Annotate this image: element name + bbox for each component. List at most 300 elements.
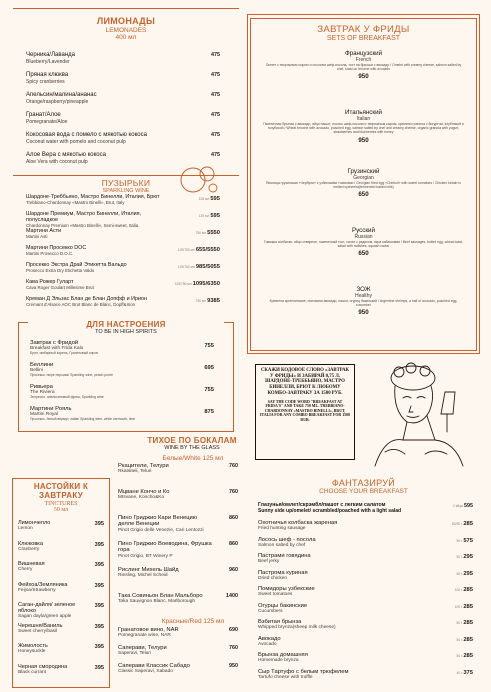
- fantasy-item-name: Авокадо: [258, 635, 281, 642]
- item-price: [457, 620, 473, 626]
- lemonade-item-name-en: Spicy cranberries: [26, 78, 65, 85]
- glass-title-en: WINE BY THE GLASS: [164, 445, 220, 451]
- promo-box: [255, 364, 355, 460]
- item-price: [457, 637, 473, 643]
- sparkling-item-name: Шардоне Премиум, Мастро Бинелли, Италия, полусладкое: [26, 211, 142, 223]
- item-volume: 40 г: [456, 670, 463, 675]
- item-price: [211, 72, 220, 78]
- item-price: [229, 567, 238, 573]
- item-price-value: 395: [94, 644, 104, 650]
- glass-white-list: [118, 463, 238, 618]
- breakfast-list: [262, 50, 465, 346]
- item-price-value: 760: [229, 463, 238, 469]
- item-price-value: 285: [463, 587, 473, 593]
- fantasy-item-name: Пастрами говядина: [258, 553, 311, 559]
- fantasy-item-name-en: Whipped brynza(sheep milk cheese): [258, 625, 336, 630]
- breakfast-set-name-en: Italian: [356, 116, 371, 122]
- fantasy-item-name: Охотничья колбаска жареная: [258, 520, 338, 526]
- item-price: [95, 603, 104, 609]
- item-price: [95, 665, 104, 671]
- item-price-value: 475: [211, 72, 220, 78]
- tincture-item-name-en: Feijoa/Strawberry: [18, 587, 56, 593]
- fantasy-item-name: Сыр Тартуфо с белым трюфелем: [258, 668, 349, 675]
- breakfast-set-description: Пшеничная брынза с авокадо, яйцо пашот, лосось шеф-посола и творожным сыром, кремини гранола с йогуртом, клубникой и голубикой / Wheat brioche with avocado, poached egg, salmon salted by chef and creamy cheese, organic granola with yogurt, strawberries and blueberries with honey: [263, 122, 464, 135]
- item-price-value: 655/5550: [195, 247, 220, 253]
- white-wine-item-name-en: Riesling, Michel Scheid: [118, 573, 168, 579]
- item-price-value: 695: [204, 365, 214, 371]
- breakfast-set: [262, 109, 465, 144]
- white-wine-item-name-en: Pinot Grigio, BT Winery P: [118, 553, 173, 559]
- tincture-item-name-en: Black currant: [18, 669, 46, 675]
- glass-section: [112, 436, 272, 451]
- breakfast-set-price: 650: [358, 250, 369, 258]
- red-wine-item: [118, 645, 238, 663]
- fantasy-item-name: Лосось шеф - посола: [258, 536, 316, 543]
- red-wine-item-name: Саперави, Телури: [118, 645, 167, 651]
- item-price: [95, 542, 104, 548]
- item-price: [229, 627, 238, 633]
- white-wine-item-name: Ркацители, Телури: [118, 463, 169, 469]
- glass-red-header: Красные/Red 125 мл: [161, 618, 225, 625]
- mood-item-name-en: Martini Royal: [30, 412, 58, 417]
- fantasy-item: [258, 669, 473, 686]
- item-price-value: 595: [210, 213, 220, 219]
- sparkling-title: ПУЗЫРЬКИ: [101, 178, 151, 188]
- sparkling-item-name-en: Martini Asti: [26, 234, 48, 239]
- sparkling-item-name: Шардоне-Треббьяно, Мастро Бинелли, Италия, Брют: [26, 194, 160, 200]
- red-wine-item-name: Саперави Классик Сабадо: [118, 663, 190, 669]
- item-price: [178, 264, 220, 270]
- mood-item-name-en: Breakfast with Frida Kalo: [30, 346, 84, 351]
- sparkling-item: [26, 211, 220, 228]
- promo-ru: СКАЖИ КОДОВОЕ СЛОВО «ЗАВТРАК У ФРИДЫ» И ЗАБИРАЙ 0,75 Л. ШАРДОНЕ-ТРЕББЬЯНО, МАСТРО БИНЕЛЛИ, БРЮТ К ЛЮБОМУ КОМБО-ЗАВТРАКУ ЗА 1500 РУБ.: [260, 368, 350, 396]
- mood-item-name-en: Bellini: [30, 368, 43, 373]
- fantasy-item-name: Взбитая брынза: [258, 619, 302, 625]
- sparkling-item: [26, 228, 220, 245]
- breakfast-set-name: Итальянский: [345, 109, 382, 116]
- white-wine-item-name: Пино Гриджио Кари Венецию делле Венеции: [118, 515, 198, 528]
- item-price: [95, 521, 104, 527]
- item-price: [211, 92, 220, 98]
- fantasy-base-price: [453, 503, 473, 509]
- mood-item-name-en: The Riviera: [30, 390, 55, 395]
- item-volume: 750 мл: [195, 231, 207, 235]
- fantasy-item: [258, 586, 473, 603]
- item-price: [95, 644, 104, 650]
- sparkling-item-name-en: Cava Roger Goulart Millesime Brut: [26, 285, 94, 290]
- item-price-value: 960: [229, 567, 238, 573]
- fantasy-list: [258, 520, 473, 686]
- fantasy-item-name-en: Fried hunting sausage: [258, 526, 306, 531]
- item-price-value: 395: [94, 582, 104, 589]
- item-volume: 50 г: [456, 538, 463, 543]
- item-price-value: 475: [211, 152, 220, 158]
- item-price-value: 375: [463, 669, 473, 676]
- lemonade-item: [26, 112, 220, 132]
- item-price-value: 395: [94, 541, 104, 548]
- breakfast-title: ЗАВТРАК У ФРИДЫ: [317, 24, 410, 35]
- lemonade-item: [26, 92, 220, 112]
- item-price: [229, 663, 238, 669]
- sparkling-item-name: Кава Рожер Гуларт: [26, 279, 74, 285]
- item-price-value: 285: [463, 653, 473, 659]
- item-price-value: 9385: [207, 298, 220, 304]
- breakfast-set-name: Русский: [352, 227, 375, 234]
- fantasy-item: [258, 553, 473, 570]
- item-volume: 125/750 мл: [177, 265, 195, 269]
- item-price: [455, 604, 473, 610]
- breakfast-set-price: 950: [358, 309, 369, 317]
- white-wine-item-name: Мцване Кончо и Ко: [118, 489, 170, 495]
- item-price: [204, 387, 214, 393]
- tincture-item-name: Вишневая: [18, 561, 45, 567]
- item-price: [229, 463, 238, 469]
- red-wine-item-name-en: Classic Saperavi, Sabado: [118, 669, 173, 674]
- sparkling-item: [26, 262, 220, 279]
- item-price: [455, 587, 473, 593]
- breakfast-set-description: Яичница грузинская «Чербули» с узбекскими томатами / Georgian fried egg «Chirbuli» with sweet tomatoes / Chicken kebab in melted cycheeha(fermented baked milk): [266, 181, 461, 190]
- tinctures-title-en: TINCTURES: [44, 501, 78, 507]
- glass-red-list: [118, 627, 238, 682]
- fantasy-item: [258, 636, 473, 653]
- breakfast-set-price: 950: [358, 73, 369, 81]
- tincture-item: [18, 664, 104, 685]
- sparkling-item-name-en: Prosecco Extra Dry Etichetta Valdo: [26, 268, 95, 273]
- fantasy-section: [252, 478, 475, 495]
- item-price: [229, 645, 238, 651]
- tincture-item-name: Фейхоа/Земляника: [18, 581, 68, 588]
- mood-item-name: Беллини: [30, 362, 54, 368]
- sparkling-item: [26, 296, 220, 313]
- tincture-item-name-en: Honeysuckle: [18, 649, 46, 654]
- breakfast-set: [262, 50, 465, 80]
- fantasy-base-volume: 2 яйца: [452, 504, 463, 508]
- item-price: [226, 593, 238, 599]
- tincture-item-name: Черная смородина: [18, 663, 68, 670]
- white-wine-item-name: Рислинг Михель Шайд: [118, 567, 179, 573]
- item-price: [229, 541, 238, 547]
- lemonade-item-name-en: Aloe Vera with coconut pulp: [26, 158, 88, 165]
- lemonade-item: [26, 72, 220, 92]
- breakfast-section: [252, 24, 475, 42]
- item-volume: 750 мл: [195, 299, 207, 303]
- glass-white-header: Белые/White 125 мл: [162, 455, 224, 462]
- white-wine-item: [118, 593, 238, 619]
- item-price-value: 985/5055: [195, 264, 220, 270]
- breakfast-set-description: Говяжьи колбаски, яйцо отварное, пшеничный тост, салат с редисом, икра кабачковая / Beef sausages, boiled egg, wheat toast, salad with radishes, squash caviar: [264, 240, 463, 249]
- sparkling-item-name: Мартини Асти: [26, 228, 62, 234]
- item-volume: 60/30 г: [451, 522, 463, 526]
- breakfast-set-description: Креветки аргентинские, половина авокадо, пашот, огурец бакинский / Argentine shrimps, a half of avocado, poached egg, cucumber: [269, 299, 458, 308]
- fantasy-base-ru: Глазунья/омлет/скрэмбл/пашот с легким салатом: [258, 502, 386, 508]
- fantasy-item-name-en: Beef jerky: [258, 559, 280, 564]
- item-price: [211, 112, 220, 118]
- item-volume: 50 г: [456, 621, 463, 625]
- tinctures-list: [18, 520, 104, 685]
- item-price: [457, 538, 473, 544]
- tincture-item-name-en: Cranberry: [18, 546, 40, 552]
- tincture-item: [18, 643, 104, 664]
- white-wine-item-name-en: Rkatsiteli, Teluri: [118, 469, 152, 475]
- item-price-value: 575: [463, 537, 473, 544]
- sparkling-item-name-en: Trebbiano-Chardonnay «Mastro Binelli», Brut, Italy: [26, 200, 125, 205]
- item-price-value: 475: [211, 52, 220, 58]
- mood-item: [30, 362, 214, 384]
- tincture-item-name: Клюковка: [18, 540, 43, 547]
- item-price-value: 285: [463, 620, 473, 626]
- breakfast-set: [262, 227, 465, 257]
- tincture-item-name-en: Cherry: [18, 567, 33, 572]
- mood-section: [20, 320, 232, 335]
- item-price: [229, 489, 238, 495]
- mood-title-en: TO BE IN HIGH SPIRITS: [95, 329, 157, 335]
- sparkling-list: [26, 194, 220, 314]
- item-price: [199, 196, 220, 202]
- item-price-value: 285: [463, 636, 473, 643]
- item-price: [204, 409, 214, 415]
- sparkling-title-en: SPARKLING WINE: [102, 188, 150, 194]
- mood-item: [30, 406, 214, 428]
- tincture-item-name-en: Sweet cherry/basil: [18, 628, 58, 634]
- fantasy-item-name-en: Salmon salted by chef: [258, 542, 306, 548]
- breakfast-set-name: Грузинский: [347, 168, 380, 175]
- sparkling-item-name-en: Chardonnay Premium «Mastro Binelli», Semi-sweet, Italia: [26, 223, 139, 228]
- fantasy-item-name-en: Avocado: [258, 641, 277, 647]
- item-price-value: 875: [204, 409, 214, 415]
- sparkling-item: [26, 194, 220, 211]
- tinctures-title: НАСТОЙКИ К ЗАВТРАКУ: [33, 482, 89, 500]
- tincture-item: [18, 582, 104, 603]
- item-volume: 50 г: [456, 654, 463, 658]
- item-description: Просекко, белый вермут, лайм/ Sparkling wine, white vermouth, lime: [30, 417, 136, 421]
- item-volume: 125 мл: [198, 214, 210, 218]
- mood-item-name: Завтрак с Фридой: [30, 340, 79, 346]
- tincture-item: [18, 623, 104, 644]
- lemonade-item-name-en: Coconut water with pomelo and coconut pulp: [26, 138, 126, 145]
- item-volume: 50 г: [456, 555, 463, 559]
- red-wine-item-name: Гранатовое вино, NAR: [118, 627, 179, 633]
- item-volume: 100 г: [454, 604, 463, 609]
- mood-title: ДЛЯ НАСТРОЕНИЯ: [86, 320, 166, 329]
- tincture-item-name: Жимолость: [18, 643, 48, 649]
- sparkling-item-name: Креман Д Эльзас Блан де Блан Допфф и Ирион: [26, 296, 147, 302]
- breakfast-set-name: Французский: [344, 50, 383, 57]
- item-volume: 50 г: [456, 571, 463, 576]
- item-price-value: 860: [229, 515, 238, 521]
- fantasy-item-name: Помидоры узбекские: [258, 586, 315, 592]
- breakfast-set: [262, 286, 465, 316]
- fantasy-title: ФАНТАЗИРУЙ: [331, 478, 396, 488]
- fantasy-item-name-en: Tartufo cheese with truffle: [258, 674, 313, 680]
- lemonade-item: [26, 52, 220, 72]
- item-description: Брют, имбирный корень, Гранатовый сироп: [30, 351, 99, 355]
- item-price-value: 690: [229, 627, 238, 633]
- item-price: [199, 213, 220, 219]
- item-volume: 100 г: [454, 588, 463, 592]
- tincture-item-name-en: Sagan dayla/green apple: [18, 614, 72, 619]
- sparkling-item-name-en: Cremant d'Alsace AOC Brut Blanc de Blanc, Dopff&Irion: [26, 302, 136, 307]
- white-wine-item: [118, 489, 238, 515]
- sparkling-item-name-en: Martini Prosecco D.O.C.: [26, 251, 74, 256]
- item-price-value: 475: [211, 132, 220, 138]
- tincture-item: [18, 561, 104, 582]
- item-price-value: 760: [229, 489, 238, 495]
- fantasy-base: [258, 502, 473, 520]
- item-price-value: 475: [211, 92, 220, 98]
- item-price-value: 5550: [207, 230, 220, 236]
- fantasy-item-name: Пастрома куриная: [258, 569, 308, 576]
- tincture-item: [18, 541, 104, 562]
- tincture-item-name: Саган-дайля/ зеленое яблоко: [18, 602, 76, 614]
- breakfast-set-name-en: Georgian: [353, 175, 374, 181]
- lemonade-item-name: Гранат/Алое: [26, 112, 61, 118]
- item-volume: 125 мл: [198, 197, 210, 201]
- fantasy-item-name-en: Dried chicken: [258, 575, 288, 581]
- white-wine-item: [118, 515, 238, 541]
- item-price-value: 295: [463, 554, 473, 560]
- mood-item: [30, 384, 214, 406]
- fantasy-item-name-en: Sweet tomatoes: [258, 592, 293, 597]
- item-price: [211, 132, 220, 138]
- lemonade-item-name: Кокосовая вода с помело с мякотью кокоса: [26, 132, 147, 138]
- item-price-value: 755: [204, 387, 214, 393]
- lemonade-item-name-en: Pomegranate/Aloe: [26, 118, 68, 125]
- item-price: [211, 52, 220, 58]
- item-price-value: 395: [94, 664, 104, 671]
- fantasy-item-name-en: Homemade brynza: [258, 658, 299, 663]
- lemonade-item-name: Пряная клюква: [26, 72, 69, 78]
- item-price: [452, 521, 473, 527]
- glass-title: ТИХОЕ ПО БОКАЛАМ: [147, 436, 237, 445]
- fantasy-item: [258, 652, 473, 669]
- white-wine-item: [118, 541, 238, 567]
- sparkling-item-name: Мартини Просекко DOC: [26, 245, 87, 251]
- fantasy-item: [258, 619, 473, 636]
- item-price-value: 395: [94, 562, 104, 568]
- sparkling-item-name: Просекко Экстра Драй Этикетта Вальдо: [26, 262, 127, 268]
- item-price: [95, 583, 104, 589]
- item-price: [457, 653, 473, 659]
- fantasy-item-name-en: Cucumbers: [258, 608, 283, 614]
- sparkling-item: [26, 245, 220, 262]
- lemonade-item-name-en: Blueberry/Lavender: [26, 58, 70, 65]
- red-wine-item: [118, 627, 238, 645]
- item-price-value: 1400: [226, 593, 238, 599]
- item-price-value: 475: [211, 112, 220, 118]
- item-volume: 125/750 мл: [177, 248, 195, 252]
- item-price-value: 760: [229, 645, 238, 651]
- lemonades-section: [20, 16, 232, 41]
- breakfast-set-name-en: Healthy: [355, 293, 372, 299]
- white-wine-item: [118, 567, 238, 593]
- tinctures-volume: 50 мл: [53, 507, 69, 513]
- white-wine-item: [118, 463, 238, 489]
- breakfast-set-description: Омлет с творожным сыром и лососем шеф-посола, тост на бриоши с авокадо / Omelet with creamy cheese, salmon salted by chef, toast on brioche with avocado: [265, 63, 462, 72]
- promo-en: SAY THE CODE WORD "BREAKFAST AT FRIDA'S" AND TAKE 750 ML. TREBBIANO-CHARDONNAY «MASTRO BINELLI», BRUT, ITALIA FOR ANY COMBO BREAKFAST FOR 1500 RUB.: [260, 399, 350, 422]
- breakfast-set-name: ЗОЖ: [356, 286, 371, 293]
- fantasy-item-name: Огурцы бакинские: [258, 602, 308, 609]
- item-price: [175, 281, 220, 287]
- lemonades-list: [26, 52, 220, 172]
- item-price-value: 595: [210, 196, 220, 202]
- breakfast-set-price: 950: [358, 136, 369, 144]
- item-price: [195, 230, 220, 236]
- tincture-item-name-en: Lemon: [18, 526, 33, 531]
- item-price-value: 1095/6350: [192, 281, 220, 287]
- item-price-value: 395: [94, 603, 104, 609]
- item-price: [457, 670, 473, 676]
- item-volume: 50 г: [456, 637, 463, 642]
- lemonade-item-name: Апельсин/малина/ананас: [26, 92, 97, 98]
- fantasy-title-en: CHOOSE YOUR BREAKFAST: [319, 488, 408, 495]
- item-price: [457, 554, 473, 560]
- item-price-value: 950: [229, 663, 238, 669]
- breakfast-title-en: SETS OF BREAKFAST: [326, 35, 401, 42]
- item-price-value: 860: [229, 541, 238, 547]
- breakfast-set-name-en: French: [355, 57, 372, 63]
- fantasy-item: [258, 537, 473, 554]
- item-price-value: 395: [94, 623, 104, 630]
- mood-item-name: Мартини Рояль: [30, 406, 72, 412]
- fantasy-item: [258, 520, 473, 537]
- white-wine-item-name-en: Pinot Grigio delle Venezie, Cari Lentozzi: [118, 527, 204, 533]
- tinctures-section: [14, 482, 108, 513]
- fantasy-item-name: Брынза домашняя: [258, 652, 308, 658]
- item-price: [211, 152, 220, 158]
- breakfast-set-name-en: Russian: [354, 234, 373, 240]
- lemonade-item-name: Черника/Лаванда: [26, 52, 75, 58]
- item-price: [95, 624, 104, 630]
- item-price: [229, 515, 238, 521]
- item-price: [204, 365, 214, 371]
- item-description: Просекко, пюре персика/ Sparkling wine, peach purée: [30, 373, 113, 377]
- white-wine-item-name-en: Mtsvane, Koncho&Ko: [118, 495, 165, 501]
- item-price: [457, 571, 473, 577]
- mood-list: [30, 340, 214, 430]
- breakfast-set-price: 650: [358, 191, 369, 199]
- mood-item: [30, 340, 214, 362]
- item-price: [204, 343, 214, 349]
- fantasy-base-en: Sunny side up/omelet/ scrambled/poached with a light salad: [258, 508, 402, 514]
- lemonades-title: ЛИМОНАДЫ: [96, 16, 156, 26]
- item-price-value: 295: [463, 570, 473, 577]
- item-price-value: 395: [94, 521, 104, 527]
- item-price: [178, 247, 220, 253]
- sparkling-item: [26, 279, 220, 296]
- red-wine-item-name-en: Pomegranate wine, NAR: [118, 633, 171, 638]
- red-wine-item-name-en: Saperavi, Teluri: [118, 651, 151, 656]
- lemonades-volume: 400 мл: [115, 34, 137, 41]
- tincture-item-name: Черешня/Ваниль: [18, 622, 63, 629]
- item-price-value: 285: [463, 521, 473, 527]
- item-price: [95, 562, 104, 568]
- item-price-value: 755: [204, 343, 214, 349]
- breakfast-set: [262, 168, 465, 198]
- lemonade-item-name-en: Orange/raspberry/pineapple: [26, 98, 89, 105]
- item-price: [195, 298, 220, 304]
- red-wine-item: [118, 663, 238, 681]
- tincture-item: [18, 520, 104, 541]
- tincture-item-name: Лимончелло: [18, 520, 51, 526]
- white-wine-item-name: Пино Гриджио Воеводина, Фрушка гора: [118, 541, 212, 554]
- lemonades-title-en: LEMONADES: [105, 27, 147, 34]
- white-wine-item-name: Така Совиньон Блан Мальборо: [118, 593, 203, 599]
- lemonade-item-name: Алое Вера с мякотью кокоса: [26, 152, 106, 158]
- item-volume: 125/750 мл: [174, 282, 192, 286]
- frida-illustration: [355, 356, 475, 476]
- item-description: Эспрессо, апельсиновый фреш, Sparkling wine: [30, 395, 104, 399]
- mood-item-name: Ривьера: [30, 384, 53, 390]
